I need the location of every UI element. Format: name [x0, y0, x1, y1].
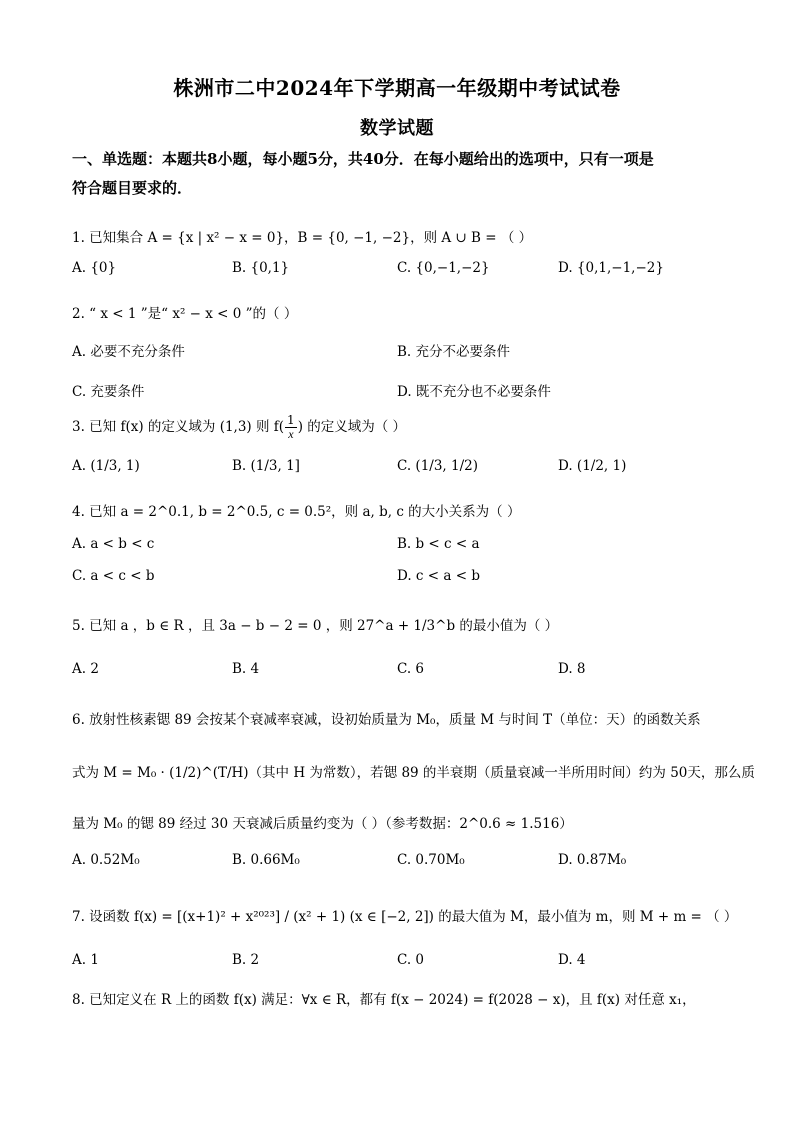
question-3-fraction-numerator: 1: [287, 413, 295, 427]
question-4-option-d: D. c < a < b: [397, 568, 480, 584]
question-1-option-a: A. {0}: [72, 260, 117, 276]
question-2-option-b: B. 充分不必要条件: [397, 344, 511, 360]
question-6-line-3: 量为 M₀ 的锶 89 经过 30 天衰减后质量约变为（ ）（参考数据：2^0.6 ≈ 1.516）: [72, 816, 573, 832]
question-5-option-b: B. 4: [232, 661, 260, 677]
question-7-stem: 7. 设函数 f(x) = [(x+1)² + x²⁰²³] / (x² + 1) (x ∈ [−2, 2]) 的最大值为 M，最小值为 m，则 M + m = （ ）: [72, 909, 738, 925]
question-3-stem-part-a: 3. 已知 f(x) 的定义域为 (1,3) 则 f(: [72, 419, 285, 435]
question-4-option-c: C. a < c < b: [72, 568, 155, 584]
question-6-option-d: D. 0.87M₀: [558, 852, 627, 868]
exam-title: 株洲市二中2024年下学期高一年级期中考试试卷: [173, 76, 621, 100]
question-3-stem-part-b: ) 的定义域为（ ）: [297, 419, 407, 435]
question-5-option-a: A. 2: [72, 661, 99, 677]
question-1-option-c: C. {0,−1,−2}: [397, 260, 490, 276]
question-5-stem: 5. 已知 a ，b ∈ R ，且 3a − b − 2 = 0 ，则 27^a + 1/3^b 的最小值为（ ）: [72, 618, 559, 634]
question-1-option-d: D. {0,1,−1,−2}: [558, 260, 664, 276]
question-6-option-b: B. 0.66M₀: [232, 852, 300, 868]
question-6-line-1: 6. 放射性核素锶 89 会按某个衰减率衰减，设初始质量为 M₀，质量 M 与时间 T（单位：天）的函数关系: [72, 712, 701, 728]
question-2-stem: 2. “ x < 1 ”是“ x² − x < 0 ”的（ ）: [72, 306, 298, 322]
question-3-option-d: D. (1/2, 1): [558, 458, 627, 474]
question-7-option-b: B. 2: [232, 952, 260, 968]
question-2-option-a: A. 必要不充分条件: [72, 344, 185, 360]
question-1-stem: 1. 已知集合 A = {x | x² − x = 0}，B = {0, −1, −2}，则 A ∪ B = （ ）: [72, 230, 533, 246]
question-4-option-b: B. b < c < a: [397, 536, 480, 552]
question-7-option-a: A. 1: [72, 952, 99, 968]
question-8-stem: 8. 已知定义在 R 上的函数 f(x) 满足：∀x ∈ R，都有 f(x − 2024) = f(2028 − x)，且 f(x) 对任意 x₁，: [72, 992, 696, 1008]
section-heading-line1: 一、单选题：本题共8小题，每小题5分，共40分．在每小题给出的选项中，只有一项是: [72, 150, 654, 168]
question-7-option-c: C. 0: [397, 952, 425, 968]
question-3-fraction-denominator: x: [288, 427, 294, 441]
question-6-option-a: A. 0.52M₀: [72, 852, 140, 868]
question-3-option-a: A. (1/3, 1): [72, 458, 140, 474]
section-heading-line2: 符合题目要求的．: [72, 179, 193, 197]
question-4-option-a: A. a < b < c: [72, 536, 155, 552]
question-5-option-d: D. 8: [558, 661, 586, 677]
question-6-option-c: C. 0.70M₀: [397, 852, 465, 868]
question-2-option-c: C. 充要条件: [72, 384, 145, 400]
question-7-option-d: D. 4: [558, 952, 586, 968]
question-3-fraction: [285, 414, 297, 441]
question-6-line-2: 式为 M = M₀ · (1/2)^(T/H)（其中 H 为常数），若锶 89 的半衰期（质量衰减一半所用时间）约为 50天，那么质: [72, 765, 755, 781]
question-3-option-c: C. (1/3, 1/2): [397, 458, 478, 474]
question-2-option-d: D. 既不充分也不必要条件: [397, 384, 551, 400]
question-3-stem: [72, 414, 742, 441]
question-5-option-c: C. 6: [397, 661, 425, 677]
exam-subtitle: 数学试题: [360, 118, 434, 139]
question-4-stem: 4. 已知 a = 2^0.1, b = 2^0.5, c = 0.5²，则 a, b, c 的大小关系为（ ）: [72, 504, 521, 520]
question-3-option-b: B. (1/3, 1]: [232, 458, 300, 474]
question-1-option-b: B. {0,1}: [232, 260, 290, 276]
